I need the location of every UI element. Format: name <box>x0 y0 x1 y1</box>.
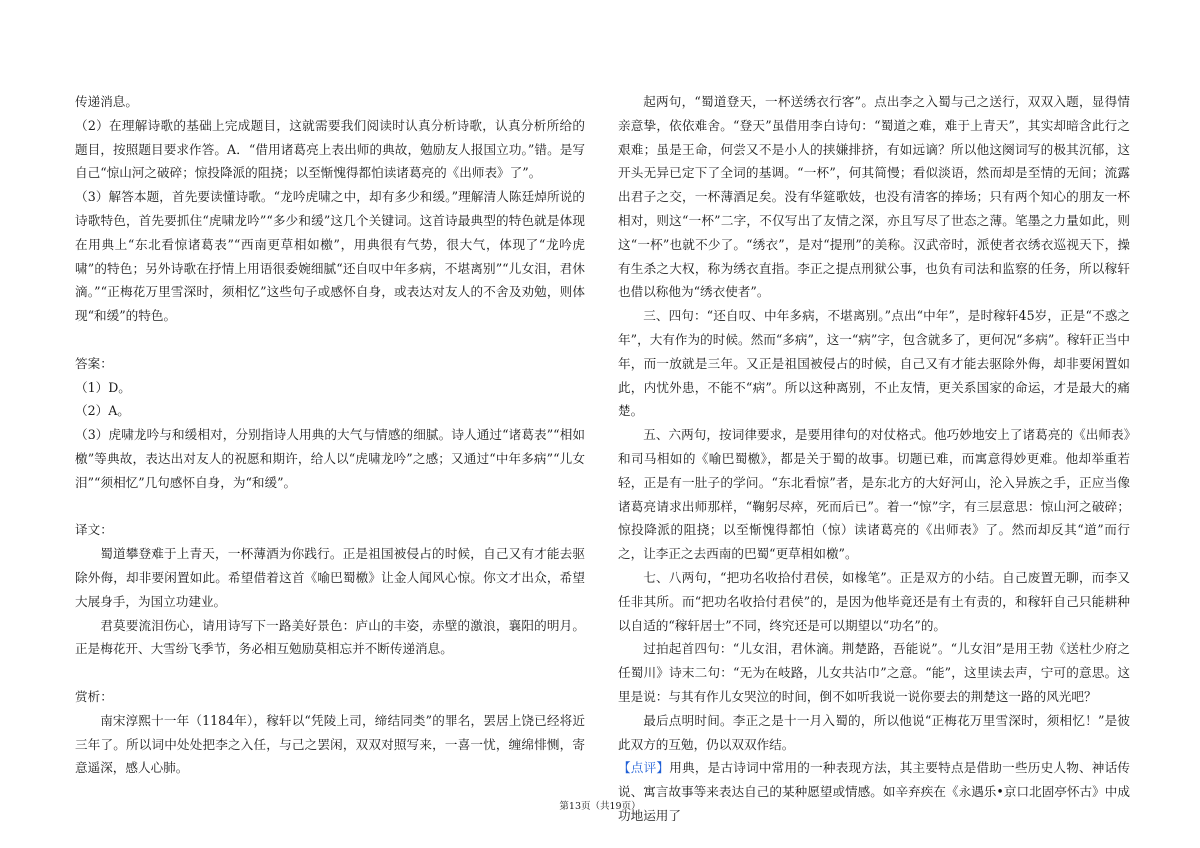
appreciation-heading: 赏析： <box>75 688 113 704</box>
comment-paragraph <box>618 756 1130 827</box>
appreciation-paragraph-1: 南宋淳熙十一年（1184年），稼轩以“凭陵上司，缔结同类”的罪名，罢居上饶已经将近三年了。所以词中处处把李之入任，与己之罢闲，双双对照写来，一喜一忧，缠绵悱恻，寄意遥深，感人心肺。 <box>75 712 585 776</box>
answer-heading: 答案： <box>75 355 113 371</box>
answer-2: （2）A。 <box>75 403 130 419</box>
spacer <box>75 495 585 519</box>
appreciation-paragraph-3: 三、四句：“还自叹、中年多病，不堪离别。”点出“中年”，是时稼轩45岁，正是“不惑之年”，大有作为的时候。然而“多病”，这一“病”字，包含就多了，更何况“多病”。稼轩正当中年，而一放就是三年。又正是祖国被侵占的时候，自己又有才能去驱除外侮，却非要闲置如此，内忧外患，不能不“病”。所以这种离别，不止友情，更关系国家的命运，才是最大的痛楚。 <box>618 308 1130 419</box>
page-number: 第13页（共19页） <box>559 801 641 812</box>
appreciation-paragraph-2: 起两句，“蜀道登天，一杯送绣衣行客”。点出李之入蜀与己之送行，双双入题，显得情亲意挚，依依难舍。“登天”虽借用李白诗句：“蜀道之难，难于上青天”，其实却暗含此行之艰难；虽是王命，何尝又不是小人的挟嫌排挤，有如远谪？所以他这阕词写的极其沉郁，这开头无异已定下了全词的基调。“一杯”，何其简慢；看似淡语，然而却是至情的无间；流露出君子之交，一杯薄酒足矣。没有华筵歌妓，也没有清客的捧场；只有两个知心的朋友一杯相对，则这“一杯”二字，不仅写出了友情之深，亦且写尽了世态之薄。笔墨之力量如此，则这“一杯”也就不少了。“绣衣”，是对“提刑”的美称。汉武帝时，派使者衣绣衣巡视天下，操有生杀之大权，称为绣衣直指。李正之提点刑狱公事，也负有司法和监察的任务，所以稼轩也借以称他为“绣衣使者”。 <box>618 94 1130 300</box>
translation-paragraph-2: 君莫要流泪伤心，请用诗写下一路美好景色：庐山的丰姿，赤壁的激浪，襄阳的明月。正是梅花开、大雪纷飞季节，务必相互勉励莫相忘并不断传递消息。 <box>75 617 585 657</box>
appreciation-paragraph-4: 五、六两句，按词律要求，是要用律句的对仗格式。他巧妙地安上了诸葛亮的《出师表》和司马相如的《喻巴蜀檄》，都是关于蜀的故事。切题已难，而寓意得妙更难。他却举重若轻，正是有一肚子的学问。“东北看惊”者，是东北方的大好河山，沦入异族之手，正应当像诸葛亮请求出师那样，“鞠躬尽瘁，死而后已”。着一“惊”字，有三层意思：惊山河之破碎；惊投降派的阻挠；以至惭愧得都怕（惊）读诸葛亮的《出师表》了。然而却反其“道”而行之，让李正之去西南的巴蜀“更草相如檄”。 <box>618 427 1130 562</box>
left-column <box>75 90 585 780</box>
appreciation-paragraph-6: 过拍起首四句：“儿女泪，君休滴。荆楚路，吾能说”。“儿女泪”是用王勃《送杜少府之任蜀川》诗末二句：“无为在岐路，儿女共沾巾”之意。“能”，这里读去声，宁可的意思。这里是说：与其有作儿女哭泣的时间，倒不如听我说一说你要去的荆楚这一路的风光吧？ <box>618 641 1130 704</box>
appreciation-paragraph-5: 七、八两句，“把功名收拾付君侯，如椽笔”。正是双方的小结。自己废置无聊，而李又任非其所。而“把功名收拾付君侯”的，是因为他毕竟还是有土有责的，和稼轩自己只能耕种以自适的“稼轩居士”不同，终究还是可以期望以“功名”的。 <box>618 569 1130 633</box>
page-footer <box>0 801 1200 813</box>
answer-1: （1）D。 <box>75 379 131 395</box>
spacer <box>75 661 585 685</box>
spacer <box>75 328 585 352</box>
translation-paragraph-1: 蜀道攀登难于上青天，一杯薄酒为你践行。正是祖国被侵占的时候，自己又有才能去驱除外侮，却非要闲置如此。希望借着这首《喻巴蜀檄》让金人闻风心惊。你文才出众，希望大展身手，为国立功建业。 <box>75 546 585 609</box>
paragraph-opening: 传递消息。 <box>75 94 138 109</box>
right-column <box>618 90 1130 828</box>
answer-3: （3）虎啸龙吟与和缓相对，分别指诗人用典的大气与情感的细腻。诗人通过“诸葛表”“相如檄”等典故，表达出对友人的祝愿和期许，给人以“虎啸龙吟”之感；又通过“中年多病”“儿女泪”“须相忆”几句感怀自身，为“和缓”。 <box>75 427 585 490</box>
comment-tag: 【点评】 <box>618 760 670 776</box>
paragraph-analysis-q3: （3）解答本题，首先要读懂诗歌。“龙吟虎啸之中，却有多少和缓。”理解清人陈廷焯所说的诗歌特色，首先要抓住“虎啸龙吟”“多少和缓”这几个关键词。这首诗最典型的特色就是体现在用典上“东北看惊诸葛表”“西南更草相如檄”，用典很有气势，很大气，体现了“龙吟虎啸”的特色；另外诗歌在抒情上用语很委婉细腻“还自叹中年多病，不堪离别”“儿女泪，君休滴。”“正梅花万里雪深时，须相忆”这些句子或感怀自身，或表达对友人的不舍及劝勉，则体现“和缓”的特色。 <box>75 189 585 324</box>
paragraph-analysis-q2: （2）在理解诗歌的基础上完成题目，这就需要我们阅读时认真分析诗歌，认真分析所给的题目，按照题目要求作答。A．“借用诸葛亮上表出师的典故，勉励友人报国立功。”错。是写自己“惊山河之破碎；惊投降派的阻挠；以至惭愧得都怕读诸葛亮的《出师表》了”。 <box>75 117 585 181</box>
appreciation-paragraph-7: 最后点明时间。李正之是十一月入蜀的，所以他说“正梅花万里雪深时，须相忆！”是彼此双方的互勉，仍以双双作结。 <box>618 712 1130 752</box>
translation-heading: 译文： <box>75 522 113 538</box>
comment-text: 用典，是古诗词中常用的一种表现方法，其主要特点是借助一些历史人物、神话传说、寓言故事等来表达自己的某种愿望或情感。如辛弃疾在《永遇乐•京口北固亭怀古》中成功地运用了 <box>618 760 1131 823</box>
